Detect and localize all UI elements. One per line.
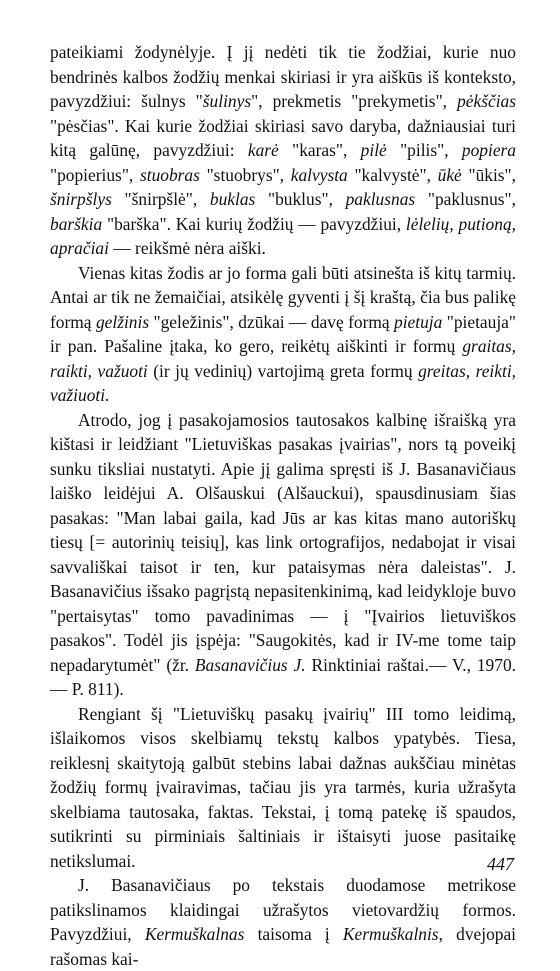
paragraph	[50, 408, 516, 702]
italic-term: Basanavičius J.	[194, 654, 306, 675]
italic-term: greitas, reikti, važiuoti.	[50, 360, 516, 405]
italic-term: graitas, raikti, važuoti	[50, 336, 516, 381]
text-run: "kalvystė",	[347, 164, 438, 185]
text-run: , dvejopai rašomas kai-	[50, 924, 517, 969]
text-run: "paklusnus",	[415, 189, 516, 209]
text-body	[50, 40, 516, 971]
text-run: "popierius",	[50, 164, 140, 185]
italic-term: lėlelių, putioną, apračiai	[50, 213, 516, 258]
text-run: "ūkis",	[461, 164, 517, 185]
italic-term: popiera	[461, 140, 517, 160]
text-run: (ir jų vedinių) vartojimą greta formų	[147, 360, 419, 381]
text-run: Vienas kitas žodis ar jo forma gali būti atsinešta iš kitų tarmių. Antai ar tik ne žemaičiai, atsikėlę gyventi į šį kraštą, čia bus palikę formą	[50, 262, 516, 332]
text-run: "pietauja" ir pan. Pašaline įtaka, ko gero, reikėtų aiškinti ir formų	[50, 311, 516, 356]
italic-term: paklusnas	[345, 189, 416, 209]
italic-term: pietuja	[394, 311, 443, 332]
italic-term: Kermuškalnis	[342, 924, 439, 944]
italic-term: pilė	[360, 140, 387, 160]
italic-term: šulinys	[202, 91, 252, 111]
text-run: "buklus",	[255, 189, 346, 209]
italic-term: stuobras	[139, 164, 200, 185]
text-run: "barška". Kai kurių žodžių — pavyzdžiui,	[102, 213, 406, 234]
text-run: "geležinis", dzūkai — davę formą	[149, 311, 395, 332]
text-run: "pėsčias". Kai kurie žodžiai skiriasi savo daryba, dažniausiai turi kitą galūnę, pavyzdžiui:	[50, 115, 516, 160]
text-run: — reikšmė nėra aiški.	[108, 238, 266, 258]
italic-term: karė	[247, 140, 279, 160]
text-run: J. Basanavičiaus po tekstais duodamose metrikose patikslinamos klaidingai užrašytos vietovardžių formos. Pavyzdžiui,	[50, 875, 516, 944]
paragraph	[50, 40, 516, 261]
italic-term: Kermuškalnas	[144, 924, 245, 944]
italic-term: gelžinis	[95, 311, 150, 332]
italic-term: buklas	[209, 189, 256, 209]
text-run: "šnirpšlė",	[111, 189, 210, 209]
text-run: pateikiami žodynėlyje. Į jį nedėti tik tie žodžiai, kurie nuo bendrinės kalbos žodžių menkai skiriasi ir yra aiškūs iš konteksto, pavyzdžiui: šulnys "	[50, 42, 516, 111]
text-run: taisoma į	[244, 924, 343, 944]
paragraph	[50, 873, 516, 971]
text-run: Rinktiniai raštai.— V., 1970.— P. 811).	[50, 654, 516, 699]
italic-term: šnirpšlys	[50, 189, 112, 209]
text-run: ", prekmetis "prekymetis",	[251, 91, 458, 111]
text-run: Atrodo, jog į pasakojamosios tautosakos kalbinę išraišką yra kištasi ir leidžiant "Lietuviškas pasakas įvairias", nors tą poveikį sunku tiksliai nustatyti. Apie jį galima spręsti iš J. Basanavičiaus laiško leidėjui A. Olšauskui (Alšauckui), spausdinusiam šias pasakas: "Man labai gaila, kad Jūs ar kas kitas mano autoriškų tiesų [= autorinių teisių], kas link ortografijos, nedabojat ir visai savvališkai taisot ir ten, kur pataisymas nėra daleistas". J. Basanavičius išsako pagrįstą nepasitenkinimą, kad leidykloje buvo "pertaisytas" tomo pavadinimas — į "Įvairios lietuviškos pasakos". Todėl jis įspėja: "Saugokitės, kad ir IV-me tome taip nepadarytumėt" (žr.	[50, 409, 516, 675]
text-run: Rengiant šį "Lietuviškų pasakų įvairių" III tomo leidimą, išlaikomos visos skelbiamų tekstų kalbos ypatybės. Tiesa, reiklesnį skaitytoją galbūt stebins labai dažnas aukščiau minėtas žodžių formų įvairavimas, tačiau jis yra tarmės, kuria užrašyta skelbiama tautosaka, faktas. Tekstai, į tomą patekę iš spaudos, sutikrinti su pirminiais šaltiniais ir ištaisyti juose pasitaikę netikslumai.	[50, 703, 516, 871]
italic-term: pėkščias	[457, 91, 516, 111]
text-run: "karas",	[278, 140, 361, 160]
paragraph	[50, 261, 516, 408]
italic-term: ūkė	[437, 164, 462, 185]
paragraph	[50, 702, 516, 874]
italic-term: barškia	[50, 213, 103, 234]
text-run: "stuobrys",	[199, 164, 291, 185]
italic-term: kalvysta	[290, 164, 348, 185]
page-number: 447	[487, 853, 514, 874]
text-run: "pilis",	[386, 140, 462, 160]
